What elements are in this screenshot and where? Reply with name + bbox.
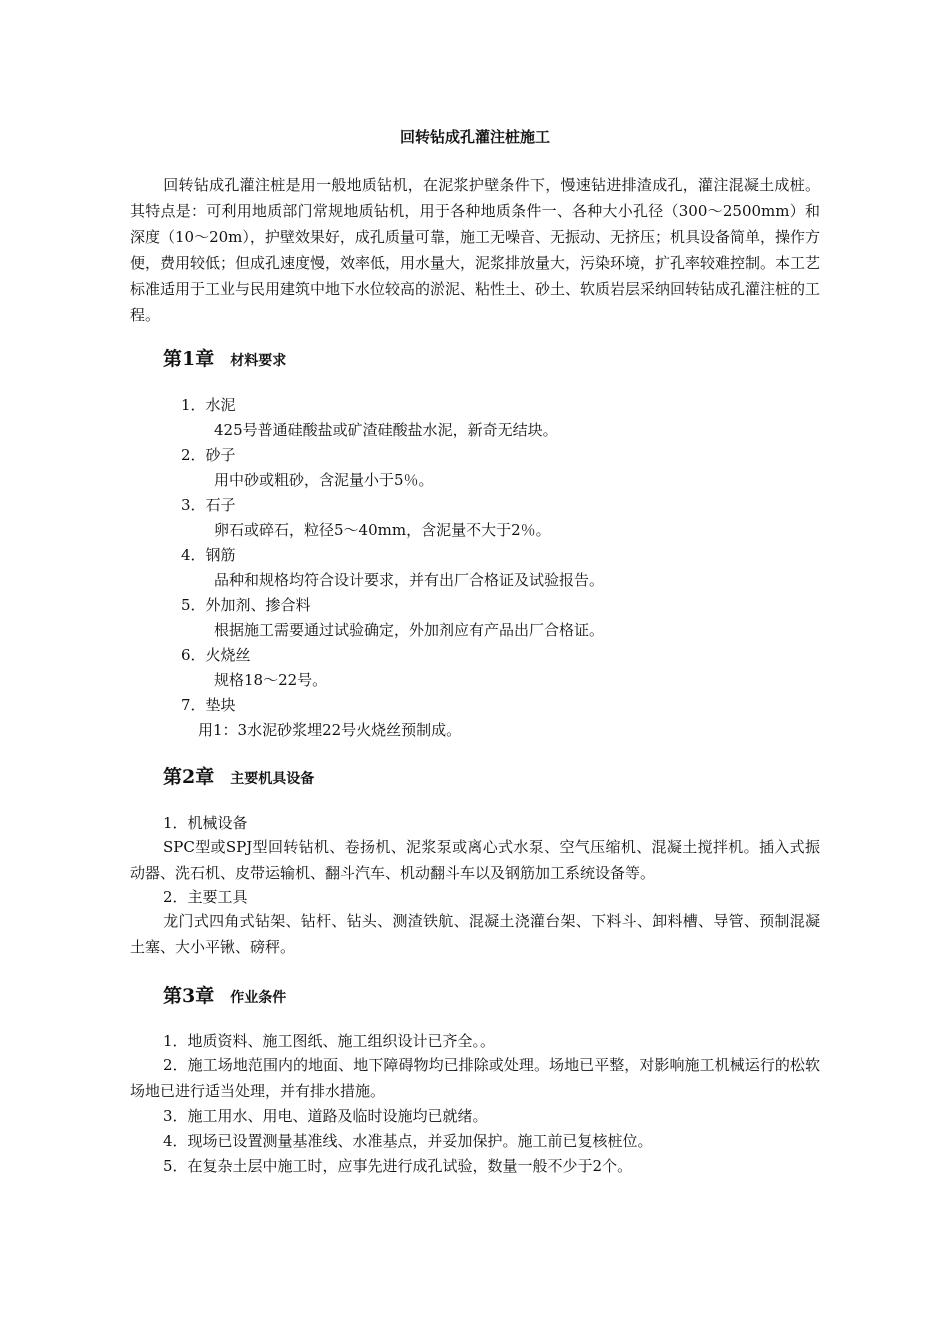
intro-text: 回转钻成孔灌注桩是用一般地质钻机，在泥浆护壁条件下，慢速钻进排渣成孔，灌注混凝土成桩。其特点是：可利用地质部门常规地质钻机，用于各种地质条件一、各种大小孔径（300～2500mm）和深度（10～20m），护壁效果好，成孔质量可靠，施工无噪音、无振动、无挤压；机具设备简单，操作方便，费用较低；但成孔速度慢，效率低，用水量大，泥浆排放量大，污染环境，扩孔率较难控制。本工艺标准适用于工业与民用建筑中地下水位较高的淤泥、粘性土、砂土、软质岩层采纳回转钻成孔灌注桩的工程。 — [130, 176, 821, 324]
material-desc-1: 425号普通硅酸盐或矿渣硅酸盐水泥，新奇无结块。 — [214, 421, 558, 439]
chapter-2-title: 主要机具设备 — [230, 771, 315, 787]
material-label-5: 5．外加剂、掺合料 — [181, 596, 311, 614]
chapter-3-title: 作业条件 — [230, 990, 287, 1006]
material-desc-2: 用中砂或粗砂，含泥量小于5％。 — [214, 471, 434, 489]
chapter-1-title: 材料要求 — [230, 353, 287, 369]
equipment-text-2-content: 龙门式四角式钻架、钻杆、钻头、测渣铁航、混凝土浇灌台架、下料斗、卸料槽、导管、预制混凝土塞、大小平锹、磅秤。 — [130, 912, 820, 956]
material-desc-6: 规格18～22号。 — [214, 671, 328, 689]
material-label-7: 7．垫块 — [181, 696, 236, 714]
equipment-text-2 — [130, 908, 820, 960]
condition-item-1-text: 1．地质资料、施工图纸、施工组织设计已齐全。。 — [163, 1032, 496, 1050]
material-label-4: 4．钢筋 — [181, 546, 236, 564]
material-label-2: 2．砂子 — [181, 446, 236, 464]
material-label-3: 3．石子 — [181, 496, 236, 514]
chapter-3-heading — [163, 981, 286, 1008]
condition-item-4 — [130, 1128, 820, 1154]
equipment-label-2: 2．主要工具 — [163, 888, 248, 906]
chapter-1-heading — [163, 344, 286, 371]
condition-item-2 — [130, 1052, 820, 1104]
condition-item-2-text: 2．施工场地范围内的地面、地下障碍物均已排除或处理。场地已平整，对影响施工机械运行的松软场地已进行适当处理，并有排水措施。 — [130, 1056, 820, 1100]
document-title: 回转钻成孔灌注桩施工 — [399, 128, 550, 146]
condition-item-1 — [130, 1028, 820, 1054]
equipment-label-1: 1．机械设备 — [163, 814, 248, 832]
equipment-text-1 — [130, 834, 820, 886]
condition-item-3-text: 3．施工用水、用电、道路及临时设施均已就绪。 — [163, 1107, 488, 1125]
material-desc-5: 根据施工需要通过试验确定，外加剂应有产品出厂合格证。 — [214, 621, 605, 639]
chapter-3-number: 第3章 — [163, 985, 215, 1007]
chapter-2-heading — [163, 762, 314, 789]
equipment-text-1-content: SPC型或SPJ型回转钻机、卷扬机、泥浆泵或离心式水泵、空气压缩机、混凝土搅拌机。插入式振动器、洗石机、皮带运输机、翻斗汽车、机动翻斗车以及钢筋加工系统设备等。 — [130, 838, 820, 882]
condition-item-5 — [130, 1153, 820, 1179]
material-label-6: 6．火烧丝 — [181, 646, 251, 664]
material-label-1: 1．水泥 — [181, 396, 236, 414]
material-desc-4: 品种和规格均符合设计要求，并有出厂合格证及试验报告。 — [214, 571, 605, 589]
condition-item-5-text: 5．在复杂土层中施工时，应事先进行成孔试验，数量一般不少于2个。 — [163, 1157, 633, 1175]
intro-paragraph — [130, 172, 820, 328]
condition-item-3 — [130, 1103, 820, 1129]
material-desc-3: 卵石或碎石，粒径5～40mm，含泥量不大于2％。 — [214, 521, 551, 539]
chapter-2-number: 第2章 — [163, 766, 215, 788]
chapter-1-number: 第1章 — [163, 348, 215, 370]
material-desc-7: 用1：3水泥砂浆埋22号火烧丝预制成。 — [198, 721, 462, 739]
condition-item-4-text: 4．现场已设置测量基准线、水准基点，并妥加保护。施工前已复核桩位。 — [163, 1132, 653, 1150]
